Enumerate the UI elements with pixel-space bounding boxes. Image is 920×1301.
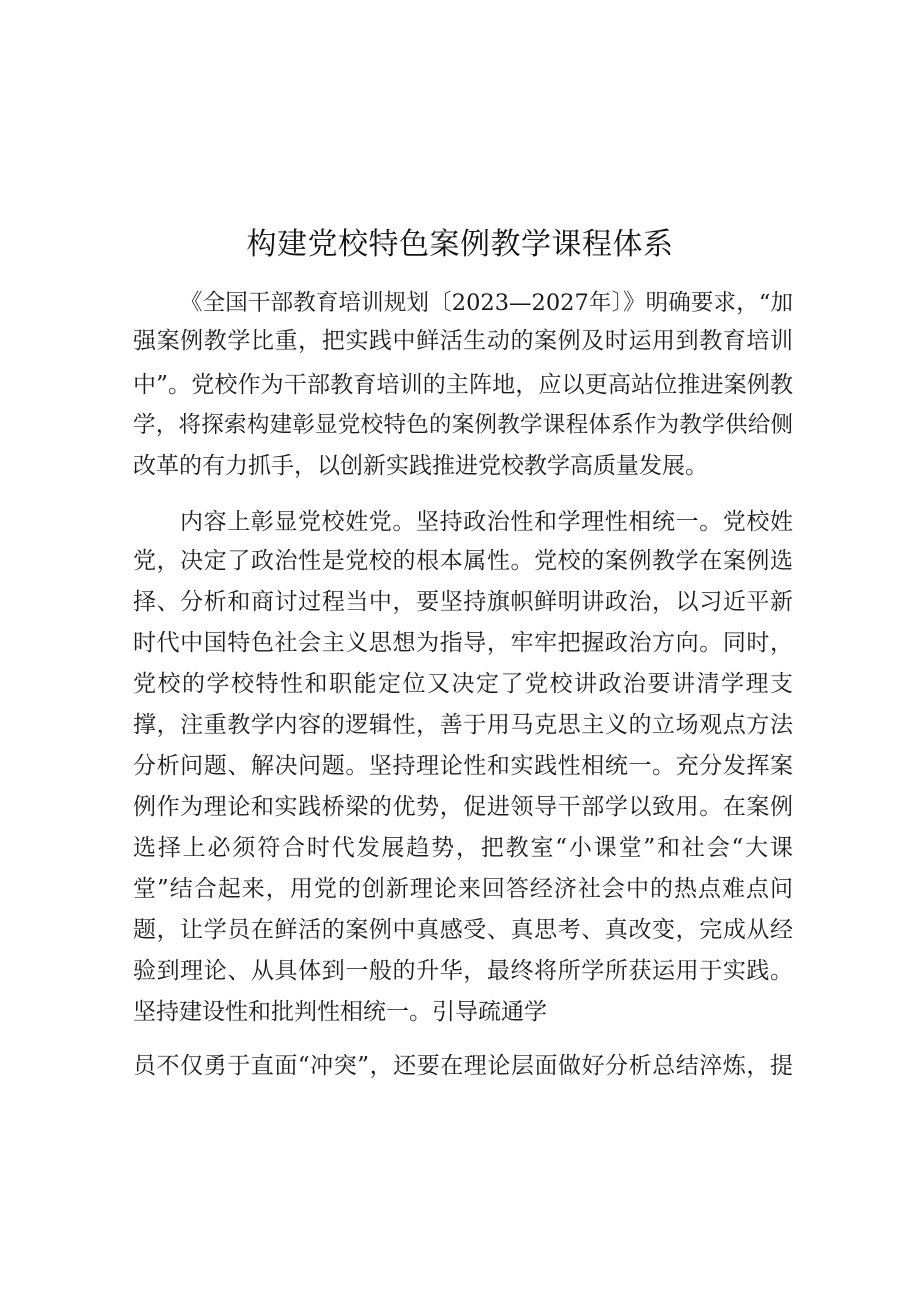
paragraph-line: 学，将探索构建彰显党校特色的案例教学课程体系作为教学供给侧 <box>133 412 793 438</box>
paragraph-line: 撑，注重教学内容的逻辑性，善于用马克思主义的立场观点方法 <box>133 712 793 738</box>
paragraph-line: 强案例教学比重，把实践中鲜活生动的案例及时运用到教育培训 <box>133 328 793 354</box>
paragraph-line: 《全国干部教育培训规划〔2023—2027年〕》明确要求，“加 <box>180 290 793 316</box>
paragraph-line: 例作为理论和实践桥梁的优势，促进领导干部学以致用。在案例 <box>133 794 793 820</box>
paragraph-line: 改革的有力抓手，以创新实践推进党校教学高质量发展。 <box>133 453 708 479</box>
paragraph-line: 验到理论、从具体到一般的升华，最终将所学所获运用于实践。 <box>133 958 793 984</box>
paragraph-line: 题，让学员在鲜活的案例中真感受、真思考、真改变，完成从经 <box>133 917 793 943</box>
paragraph-line: 时代中国特色社会主义思想为指导，牢牢把握政治方向。同时， <box>133 630 793 656</box>
paragraph-line: 党校的学校特性和职能定位又决定了党校讲政治要讲清学理支 <box>133 671 793 697</box>
paragraph-line: 中”。党校作为干部教育培训的主阵地，应以更高站位推进案例教 <box>133 372 793 398</box>
paragraph-line: 分析问题、解决问题。坚持理论性和实践性相统一。充分发挥案 <box>133 753 793 779</box>
paragraph-line: 选择上必须符合时代发展趋势，把教室“小课堂”和社会“大课 <box>133 835 793 861</box>
paragraph-line: 坚持建设性和批判性相统一。引导疏通学 <box>133 999 547 1025</box>
paragraph-line: 员不仅勇于直面“冲突”，还要在理论层面做好分析总结淬炼，提 <box>133 1053 793 1079</box>
paragraph-line: 择、分析和商讨过程当中，要坚持旗帜鲜明讲政治，以习近平新 <box>133 589 793 615</box>
document-title: 构建党校特色案例教学课程体系 <box>246 227 674 262</box>
paragraph-line: 堂”结合起来，用党的创新理论来回答经济社会中的热点难点问 <box>133 876 793 902</box>
paragraph-line: 党，决定了政治性是党校的根本属性。党校的案例教学在案例选 <box>133 548 793 574</box>
paragraph-line: 内容上彰显党校姓党。坚持政治性和学理性相统一。党校姓 <box>180 509 793 535</box>
